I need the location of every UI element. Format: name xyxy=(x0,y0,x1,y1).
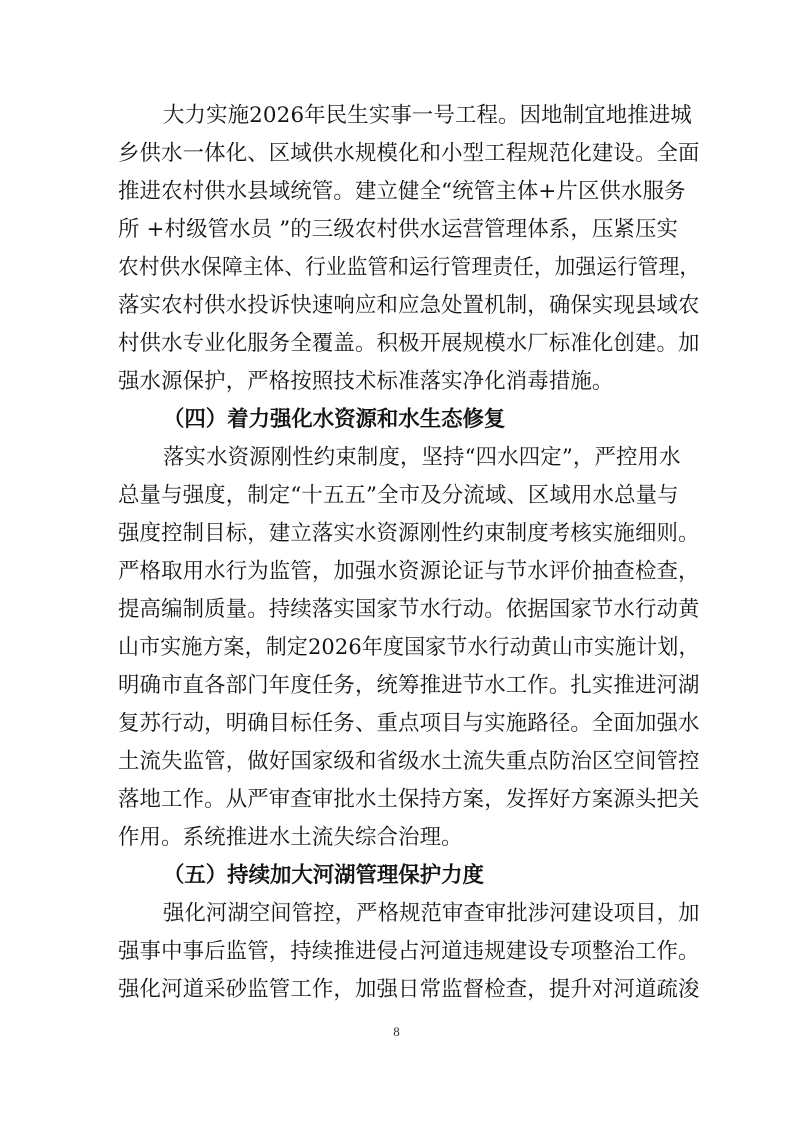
paragraph-line: 推进农村供水县域统管。建立健全“统管主体+片区供水服务 xyxy=(118,179,686,204)
paragraph-line: 总量与强度，制定“十五五”全市及分流域、区域用水总量与 xyxy=(118,483,679,508)
paragraph-line: 强化河道采砂监管工作，加强日常监督检查，提升对河道疏浚 xyxy=(118,977,700,1002)
paragraph-line: 作用。系统推进水土流失综合治理。 xyxy=(118,825,463,850)
paragraph-line: 村供水专业化服务全覆盖。积极开展规模水厂标准化创建。加 xyxy=(118,331,700,356)
paragraph-line: 土流失监管，做好国家级和省级水土流失重点防治区空间管控 xyxy=(118,749,700,774)
paragraph-line: 严格取用水行为监管，加强水资源论证与节水评价抽查检查， xyxy=(118,559,700,584)
paragraph-line: 强水源保护，严格按照技术标准落实净化消毒措施。 xyxy=(118,369,614,394)
paragraph-line: 大力实施2026年民生实事一号工程。因地制宜地推进城 xyxy=(163,103,692,128)
paragraph-line: 落地工作。从严审查审批水土保持方案，发挥好方案源头把关 xyxy=(118,787,700,812)
section-heading: （五）持续加大河湖管理保护力度 xyxy=(163,863,484,888)
paragraph-line: 落实水资源刚性约束制度，坚持“四水四定”，严控用水 xyxy=(163,445,681,470)
paragraph-line: 落实农村供水投诉快速响应和应急处置机制，确保实现县域农 xyxy=(118,293,700,318)
paragraph-line: 强度控制目标，建立落实水资源刚性约束制度考核实施细则。 xyxy=(118,521,700,546)
paragraph-line: 明确市直各部门年度任务，统筹推进节水工作。扎实推进河湖 xyxy=(118,673,700,698)
paragraph-line: 所 +村级管水员 ”的三级农村供水运营管理体系，压紧压实 xyxy=(118,217,679,242)
paragraph-line: 强化河湖空间管控，严格规范审查审批涉河建设项目，加 xyxy=(163,901,700,926)
paragraph-line: 山市实施方案，制定2026年度国家节水行动黄山市实施计划， xyxy=(118,635,700,660)
section-heading: （四）着力强化水资源和水生态修复 xyxy=(163,407,506,432)
page-number: 8 xyxy=(393,1024,400,1039)
paragraph-line: 复苏行动，明确目标任务、重点项目与实施路径。全面加强水 xyxy=(118,711,700,736)
paragraph-line: 农村供水保障主体、行业监管和运行管理责任，加强运行管理， xyxy=(118,255,701,280)
paragraph-line: 强事中事后监管，持续推进侵占河道违规建设专项整治工作。 xyxy=(118,939,700,964)
paragraph-line: 乡供水一体化、区域供水规模化和小型工程规范化建设。全面 xyxy=(118,141,700,166)
paragraph-line: 提高编制质量。持续落实国家节水行动。依据国家节水行动黄 xyxy=(118,597,700,622)
